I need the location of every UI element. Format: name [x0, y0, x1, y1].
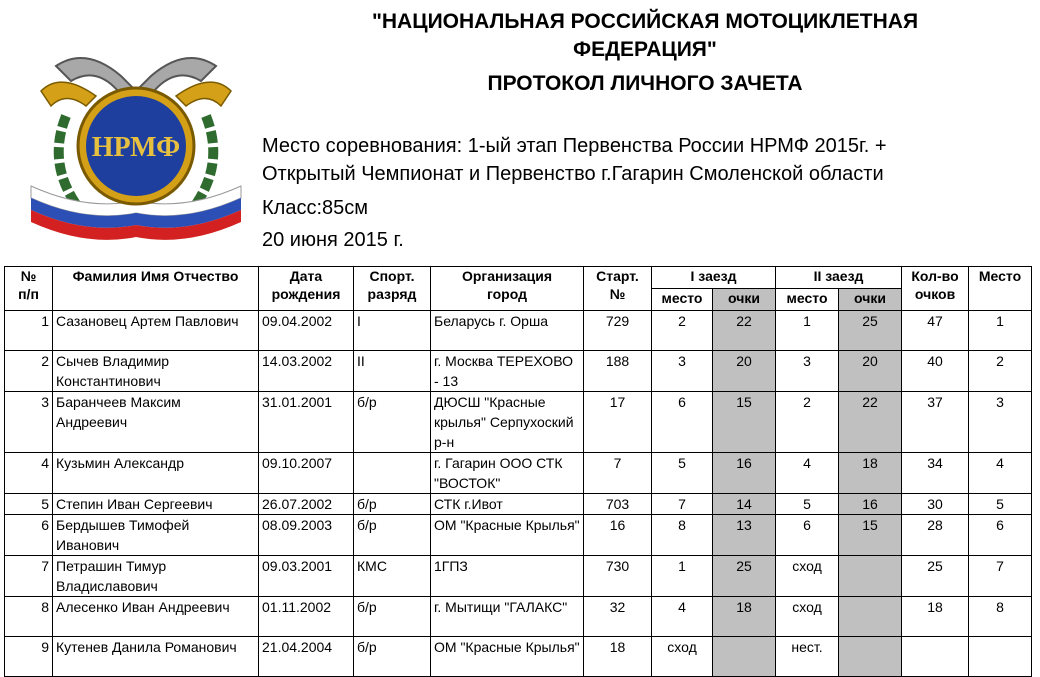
final-place-cell: 8 [969, 597, 1032, 637]
sport-rank-cell: б/р [354, 392, 431, 453]
race2-place-cell: 3 [776, 351, 839, 392]
row-number-cell: 4 [5, 453, 53, 494]
rider-name-cell: Сазановец Артем Павлович [53, 311, 259, 351]
final-place-cell: 2 [969, 351, 1032, 392]
organization-cell: г. Москва ТЕРЕХОВО - 13 [431, 351, 584, 392]
rider-name-cell: Алесенко Иван Андреевич [53, 597, 259, 637]
total-points-cell: 34 [902, 453, 969, 494]
organization-cell: Беларусь г. Орша [431, 311, 584, 351]
final-place-cell: 1 [969, 311, 1032, 351]
organization-cell: ОМ "Красные Крылья" [431, 515, 584, 556]
total-points-cell: 37 [902, 392, 969, 453]
race2-place-cell: нест. [776, 637, 839, 677]
race1-place-cell: 7 [652, 494, 713, 515]
birth-date-cell: 31.01.2001 [259, 392, 354, 453]
col-header-race2-points: очки [839, 289, 902, 311]
organization-cell: ДЮСШ "Красные крылья" Серпухоский р-н [431, 392, 584, 453]
table-row [5, 392, 1032, 453]
col-header-race2: II заезд [776, 267, 902, 289]
col-header-race2-place: место [776, 289, 839, 311]
race2-place-cell: 1 [776, 311, 839, 351]
birth-date-cell: 26.07.2002 [259, 494, 354, 515]
total-points-cell: 47 [902, 311, 969, 351]
race2-place-cell: 2 [776, 392, 839, 453]
start-number-cell: 730 [584, 556, 652, 597]
col-header-rank: Спорт. разряд [354, 267, 431, 311]
race2-points-cell: 15 [839, 515, 902, 556]
total-points-cell: 18 [902, 597, 969, 637]
document-title [262, 8, 1028, 98]
sport-rank-cell: б/р [354, 597, 431, 637]
rider-name-cell: Кузьмин Александр [53, 453, 259, 494]
race2-place-cell: сход [776, 556, 839, 597]
total-points-cell [902, 637, 969, 677]
race2-points-cell: 20 [839, 351, 902, 392]
race1-place-cell: 4 [652, 597, 713, 637]
race1-place-cell: 3 [652, 351, 713, 392]
start-number-cell: 16 [584, 515, 652, 556]
col-header-start: Старт. № [584, 267, 652, 311]
start-number-cell: 7 [584, 453, 652, 494]
title-line-3: ПРОТОКОЛ ЛИЧНОГО ЗАЧЕТА [487, 72, 803, 95]
col-header-number: № п/п [5, 267, 53, 311]
table-row [5, 515, 1032, 556]
start-number-cell: 17 [584, 392, 652, 453]
start-number-cell: 32 [584, 597, 652, 637]
race1-place-cell: 6 [652, 392, 713, 453]
row-number-cell: 2 [5, 351, 53, 392]
col-header-total: Кол-во очков [902, 267, 969, 311]
table-row [5, 311, 1032, 351]
col-header-race1-place: место [652, 289, 713, 311]
final-place-cell: 7 [969, 556, 1032, 597]
race1-place-cell: 1 [652, 556, 713, 597]
start-number-cell: 18 [584, 637, 652, 677]
logo-text: НРМФ [91, 132, 181, 163]
table-row [5, 637, 1032, 677]
rider-name-cell: Кутенев Данила Романович [53, 637, 259, 677]
race1-points-cell: 14 [713, 494, 776, 515]
table-row [5, 597, 1032, 637]
total-points-cell: 30 [902, 494, 969, 515]
col-header-final-place: Место [969, 267, 1032, 311]
title-line-1: "НАЦИОНАЛЬНАЯ РОССИЙСКАЯ МОТОЦИКЛЕТНАЯ [371, 10, 919, 33]
race2-points-cell: 16 [839, 494, 902, 515]
race2-place-cell: сход [776, 597, 839, 637]
final-place-cell [969, 637, 1032, 677]
organization-cell: 1ГПЗ [431, 556, 584, 597]
race1-place-cell: 8 [652, 515, 713, 556]
race1-points-cell: 20 [713, 351, 776, 392]
sport-rank-cell: б/р [354, 494, 431, 515]
sport-rank-cell: I [354, 311, 431, 351]
class-label: Класс:85см [262, 197, 368, 219]
sport-rank-cell: КМС [354, 556, 431, 597]
sport-rank-cell: II [354, 351, 431, 392]
col-header-org: Организация город [431, 267, 584, 311]
col-header-race1-points: очки [713, 289, 776, 311]
total-points-cell: 25 [902, 556, 969, 597]
birth-date-cell: 09.10.2007 [259, 453, 354, 494]
sport-rank-cell: б/р [354, 637, 431, 677]
rider-name-cell: Бердышев Тимофей Иванович [53, 515, 259, 556]
organization-cell: г. Гагарин ООО СТК "ВОСТОК" [431, 453, 584, 494]
race1-points-cell: 15 [713, 392, 776, 453]
venue-line-1: Место соревнования: 1-ый этап Первенства России НРМФ 2015г. + [262, 135, 887, 157]
rider-name-cell: Сычев Владимир Константинович [53, 351, 259, 392]
race2-points-cell [839, 556, 902, 597]
organization-cell: г. Мытищи "ГАЛАКС" [431, 597, 584, 637]
race2-points-cell: 25 [839, 311, 902, 351]
race1-points-cell: 18 [713, 597, 776, 637]
row-number-cell: 1 [5, 311, 53, 351]
table-row [5, 453, 1032, 494]
race1-points-cell: 25 [713, 556, 776, 597]
birth-date-cell: 09.04.2002 [259, 311, 354, 351]
race2-points-cell: 22 [839, 392, 902, 453]
table-row [5, 556, 1032, 597]
start-number-cell: 729 [584, 311, 652, 351]
results-table [4, 266, 1032, 677]
table-row [5, 494, 1032, 515]
start-number-cell: 703 [584, 494, 652, 515]
birth-date-cell: 01.11.2002 [259, 597, 354, 637]
sport-rank-cell: б/р [354, 515, 431, 556]
race1-points-cell: 13 [713, 515, 776, 556]
final-place-cell: 3 [969, 392, 1032, 453]
birth-date-cell: 14.03.2002 [259, 351, 354, 392]
race2-place-cell: 6 [776, 515, 839, 556]
race2-place-cell: 5 [776, 494, 839, 515]
birth-date-cell: 08.09.2003 [259, 515, 354, 556]
race1-place-cell: 2 [652, 311, 713, 351]
total-points-cell: 40 [902, 351, 969, 392]
venue-line-2: Открытый Чемпионат и Первенство г.Гагарин Смоленской области [262, 163, 884, 185]
organization-cell: ОМ "Красные Крылья" [431, 637, 584, 677]
total-points-cell: 28 [902, 515, 969, 556]
race2-points-cell [839, 637, 902, 677]
rider-name-cell: Степин Иван Сергеевич [53, 494, 259, 515]
row-number-cell: 7 [5, 556, 53, 597]
row-number-cell: 8 [5, 597, 53, 637]
final-place-cell: 4 [969, 453, 1032, 494]
final-place-cell: 5 [969, 494, 1032, 515]
race1-points-cell: 22 [713, 311, 776, 351]
race2-points-cell: 18 [839, 453, 902, 494]
race2-points-cell [839, 597, 902, 637]
final-place-cell: 6 [969, 515, 1032, 556]
nrmf-logo [26, 36, 246, 246]
race2-place-cell: 4 [776, 453, 839, 494]
rider-name-cell: Петрашин Тимур Владиславович [53, 556, 259, 597]
col-header-race1: I заезд [652, 267, 776, 289]
table-row [5, 351, 1032, 392]
rider-name-cell: Баранчеев Максим Андреевич [53, 392, 259, 453]
race1-points-cell [713, 637, 776, 677]
col-header-name: Фамилия Имя Отчество [53, 267, 259, 311]
title-line-2: ФЕДЕРАЦИЯ" [573, 38, 717, 61]
birth-date-cell: 09.03.2001 [259, 556, 354, 597]
row-number-cell: 5 [5, 494, 53, 515]
sport-rank-cell [354, 453, 431, 494]
birth-date-cell: 21.04.2004 [259, 637, 354, 677]
race1-place-cell: 5 [652, 453, 713, 494]
race1-place-cell: сход [652, 637, 713, 677]
start-number-cell: 188 [584, 351, 652, 392]
date-label: 20 июня 2015 г. [262, 229, 404, 251]
row-number-cell: 3 [5, 392, 53, 453]
race1-points-cell: 16 [713, 453, 776, 494]
col-header-dob: Дата рождения [259, 267, 354, 311]
organization-cell: СТК г.Ивот [431, 494, 584, 515]
row-number-cell: 6 [5, 515, 53, 556]
row-number-cell: 9 [5, 637, 53, 677]
